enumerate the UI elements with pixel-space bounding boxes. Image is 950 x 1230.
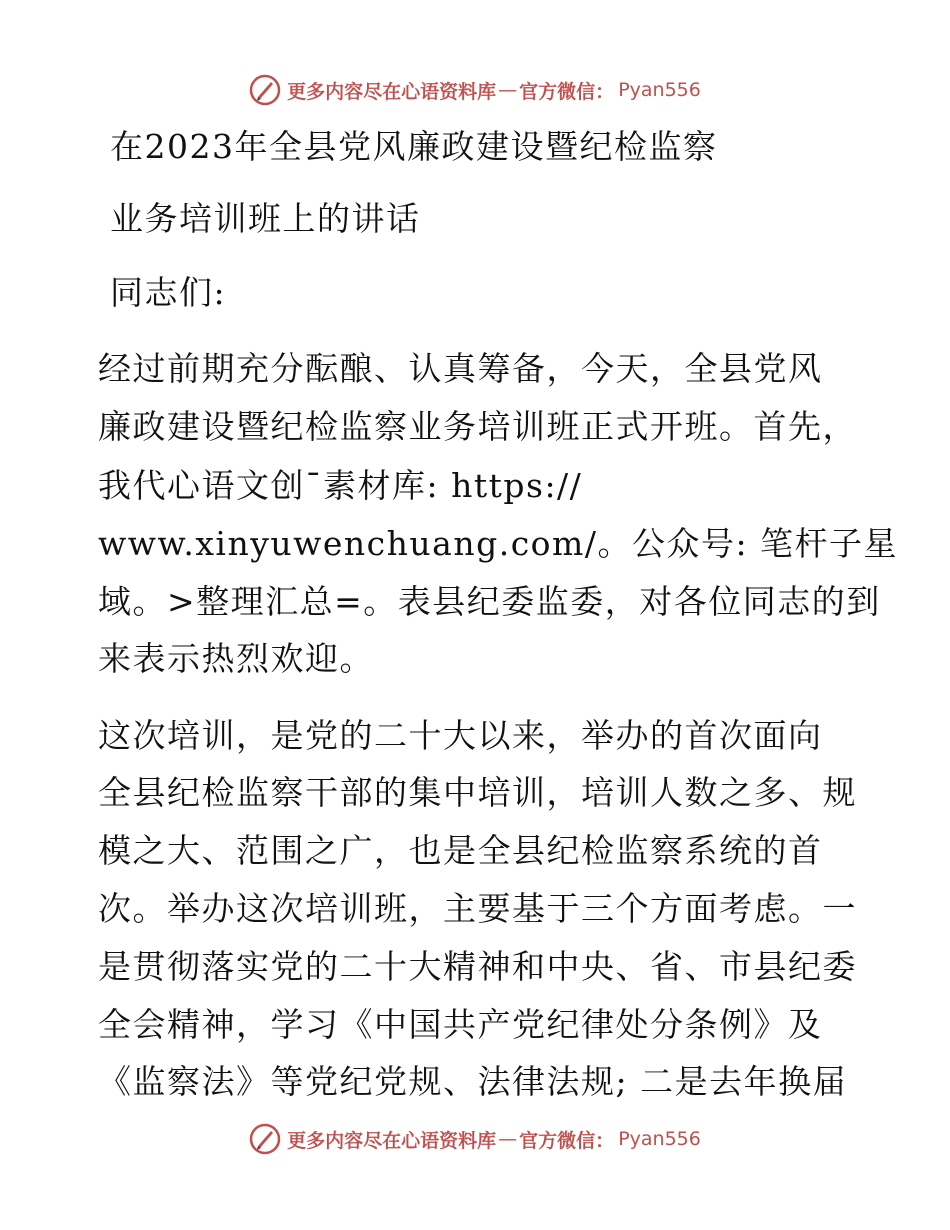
paragraph-2-line: 全会精神，学习《中国共产党纪律处分条例》及: [98, 1005, 823, 1044]
paragraph-2-line: 次。举办这次培训班，主要基于三个方面考虑。一: [98, 889, 857, 928]
watermark-site: 更多内容尽在心语资料库: [287, 80, 497, 103]
paragraph-2-line: 是贯彻落实党的二十大精神和中央、省、市县纪委: [98, 947, 857, 986]
title-line-1: 在2023年全县党风廉政建设暨纪检监察: [110, 127, 718, 166]
watermark-separator: —: [498, 79, 518, 101]
watermark-wechat-label: 官方微信：: [519, 1129, 615, 1152]
watermark-site: 更多内容尽在心语资料库: [287, 1129, 497, 1152]
paragraph-1-line: 我代心语文创¯素材库: https://: [98, 466, 583, 505]
footer-watermark: [0, 1119, 950, 1159]
paragraph-1-line: 经过前期充分酝酿、认真筹备，今天，全县党风: [98, 349, 823, 388]
paragraph-2-line: 《监察法》等党纪党规、法律法规; 二是去年换届: [98, 1062, 848, 1101]
paragraph-1-line: 域。>整理汇总=。表县纪委监委，对各位同志的到: [98, 582, 881, 621]
salutation: 同志们:: [110, 273, 227, 312]
title-line-2: 业务培训班上的讲话: [110, 199, 421, 238]
watermark-wechat-label: 官方微信：: [519, 80, 615, 103]
paragraph-1-line: 廉政建设暨纪检监察业务培训班正式开班。首先，: [98, 407, 857, 446]
paragraph-1-line: 来表示热烈欢迎。: [98, 639, 374, 678]
paragraph-1-line: www.xinyuwenchuang.com/。公众号: 笔杆子星: [98, 524, 899, 563]
paragraph-2-line: 模之大、范围之广，也是全县纪检监察系统的首: [98, 831, 823, 870]
header-watermark: [0, 70, 950, 110]
watermark-separator: —: [498, 1128, 518, 1150]
quill-logo-icon: [249, 1123, 281, 1155]
watermark-wechat-id: Pyan556: [618, 1128, 701, 1150]
watermark-wechat-id: Pyan556: [618, 79, 701, 101]
paragraph-2-line: 这次培训，是党的二十大以来，举办的首次面向: [98, 716, 823, 755]
paragraph-2-line: 全县纪检监察干部的集中培训，培训人数之多、规: [98, 773, 857, 812]
quill-logo-icon: [249, 74, 281, 106]
